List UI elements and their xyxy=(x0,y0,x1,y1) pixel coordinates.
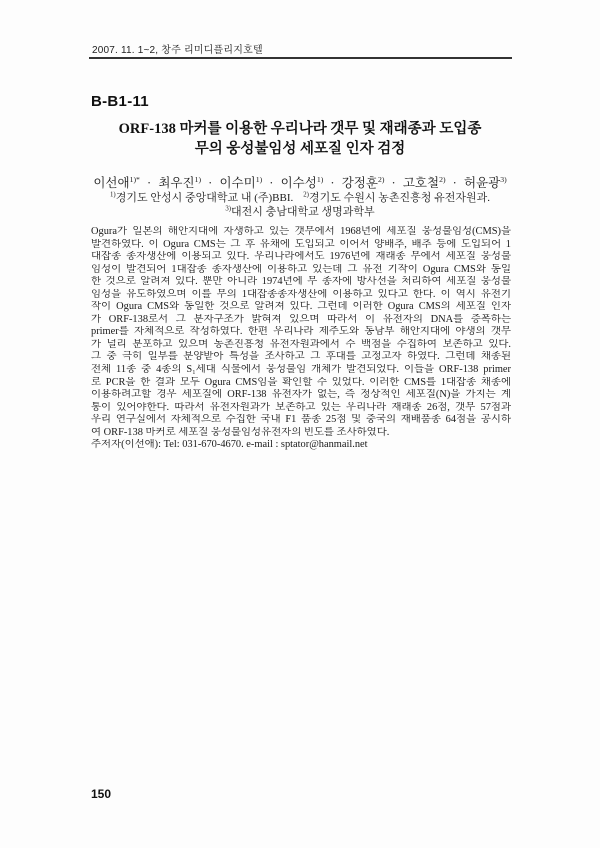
author xyxy=(464,176,507,190)
affiliation-mark: 3) xyxy=(225,205,232,213)
abstract-code: B-B1-11 xyxy=(91,93,149,110)
body-line: 임성을 유도하였으며 이를 무의 1대잡종종자생산에 이용하고 있다고 한다. 이 역시 유전기 xyxy=(91,288,511,300)
abstract-body xyxy=(91,226,511,452)
author-affiliation-mark: 1) xyxy=(316,175,324,184)
body-line: 이용하려고할 경우 세포질에 ORF-138 유전자가 없는, 즉 정상적인 세포질(N)을 가지는 계 xyxy=(91,389,511,401)
author-affiliation-mark: 2) xyxy=(439,175,446,184)
body-line: 한 것으로 알려져 있다. 뿐만 아니라 1974년에 무 종자에 방사선을 처리하여 세포질 웅성불 xyxy=(91,276,511,288)
affiliation-block xyxy=(70,191,530,219)
affiliation-text: 경기도 수원시 농촌진흥청 유전자원과. xyxy=(308,192,490,204)
author-separator: · xyxy=(391,176,396,190)
body-line: 로 PCR을 한 결과 모두 Ogura CMS임을 확인할 수 있었다. 이러한 CMS를 1대잡종 채종에 xyxy=(91,376,511,388)
running-header: 2007. 11. 1~2, 창주 리미디플리지호텔 xyxy=(92,45,263,56)
affiliation-text: 대전시 충남대학교 생명과학부 xyxy=(231,206,375,218)
author-name: 이수미 xyxy=(219,176,256,190)
body-line: 작이 Ogura CMS와 동일한 것으로 알려져 있다. 그런데 이러한 Ogura CMS의 세포질 인자 xyxy=(91,301,511,313)
body-line: 발견하였다. 이 Ogura CMS는 그 후 유채에 도입되고 이어서 양배추, 배추 등에 도입되어 1 xyxy=(91,238,511,250)
affiliation xyxy=(303,192,490,204)
body-line: Ogura가 일본의 해안지대에 자생하고 있는 갯무에서 1968년에 세포질 웅성불임성(CMS)을 xyxy=(91,226,511,237)
author xyxy=(281,176,324,190)
body-line: 가 널리 분포하고 있으며 농촌진흥청 유전자원과에서 수 백점을 수집하여 보존하고 있다. xyxy=(91,338,511,350)
author xyxy=(403,176,446,190)
affiliation-line xyxy=(70,205,530,219)
body-line: 통이 있어야한다. 따라서 유전자원과가 보존하고 있는 우리나라 재래종 26점, 갯무 57점과 xyxy=(91,401,511,413)
title-line: ORF-138 마커를 이용한 우리나라 갯무 및 재래종과 도입종 xyxy=(118,121,482,137)
author-name: 허윤광 xyxy=(463,176,501,190)
page-number: 150 xyxy=(91,787,112,801)
affiliation-text: 경기도 안성시 중앙대학교 내 (주)BBI. xyxy=(115,192,294,204)
body-line: 우리 연구실에서 자체적으로 수집한 국내 F1 품종 25점 및 중국의 재배품종 64점을 공시하 xyxy=(91,414,511,426)
body-line: 대잡종 종자생산에 이용되고 있다. 우리나라에서도 1976년에 재래종 무에서 세포질 웅성불 xyxy=(91,251,511,263)
body-line: 그 중 극히 일부를 분양받아 특성을 조사하고 그 후대를 고정고자 하였다. 그런데 채종된 xyxy=(91,351,511,363)
author xyxy=(93,176,140,190)
author-name: 이선애 xyxy=(93,176,130,190)
author-separator: · xyxy=(269,176,274,190)
author-separator: · xyxy=(208,176,213,190)
author-separator: · xyxy=(330,176,335,190)
affiliation-line xyxy=(70,191,530,205)
author-name: 이수성 xyxy=(280,176,317,190)
author xyxy=(342,176,385,190)
author-affiliation-mark: 1) xyxy=(255,175,263,184)
affiliation-mark: 1) xyxy=(110,191,116,199)
paper-title xyxy=(70,119,530,159)
body-line: 여 ORF-138 마커로 세포질 웅성불임성유전자의 빈도를 조사하였다. xyxy=(91,426,390,438)
body-line: 가 ORF-138로서 그 분자구조가 밝혀져 있으며 따라서 이 유전자의 DNA를 증폭하는 xyxy=(91,313,511,325)
author-affiliation-mark: 3) xyxy=(500,175,507,184)
corresponding-author-contact: 주저자(이선애): Tel: 031-670-4670. e-mail : sptator@hanmail.net xyxy=(91,439,368,451)
author xyxy=(219,176,262,190)
body-line: 임성이 발견되어 1대잡종 종자생산에 이용하고 있는데 그 유전 기작이 Ogura CMS와 동일 xyxy=(91,263,511,275)
author-affiliation-mark: 2) xyxy=(377,175,385,184)
author-list xyxy=(70,175,530,191)
author-name: 최우진 xyxy=(158,176,195,190)
title-line: 무의 웅성불임성 세포질 인자 검정 xyxy=(194,141,406,157)
affiliation xyxy=(225,206,374,218)
author-affiliation-mark: 1)* xyxy=(129,175,140,184)
author xyxy=(158,176,201,190)
affiliation-mark: 2) xyxy=(303,191,309,199)
author-name: 고호철 xyxy=(402,176,440,190)
body-line: primer를 자체적으로 작성하였다. 한편 우리나라 제주도와 동남부 해안지대에 야생의 갯무 xyxy=(91,326,511,338)
affiliation xyxy=(110,192,293,204)
author-name: 강정훈 xyxy=(341,176,378,190)
body-line: 전체 11종 중 4종의 S₁세대 식물에서 웅성불임 개체가 발견되었다. 이들을 ORF-138 primer xyxy=(91,364,511,376)
author-separator: · xyxy=(452,176,457,190)
author-separator: · xyxy=(147,176,152,190)
author-affiliation-mark: 1) xyxy=(194,175,202,184)
header-rule xyxy=(89,57,512,59)
